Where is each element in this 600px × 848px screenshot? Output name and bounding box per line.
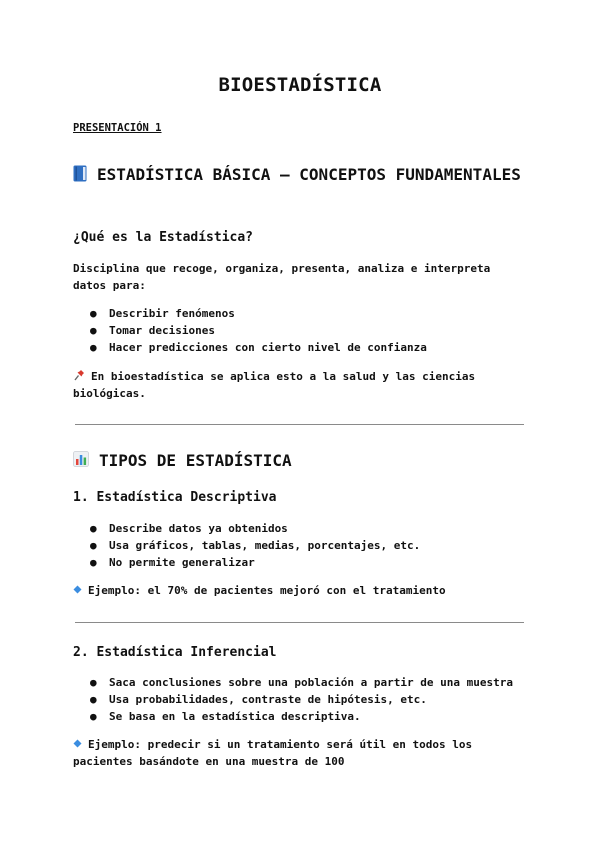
list-item: ● Usa gráficos, tablas, medias, porcentajes, etc. xyxy=(90,539,421,552)
list-item: ● Usa probabilidades, contraste de hipótesis, etc. xyxy=(90,693,427,706)
bullet-icon: ● xyxy=(90,556,97,569)
pushpin-icon xyxy=(73,369,85,381)
section-heading-basic-statistics xyxy=(73,161,533,188)
section-heading-text: TIPOS DE ESTADÍSTICA xyxy=(99,451,292,470)
blue-diamond-icon xyxy=(73,585,82,594)
list-item: ● No permite generalizar xyxy=(90,556,255,569)
descriptive-heading: 1. Estadística Descriptiva xyxy=(73,490,277,505)
bullet-icon: ● xyxy=(90,676,97,689)
list-item: ● Hacer predicciones con cierto nivel de confianza xyxy=(90,341,427,354)
bullet-icon: ● xyxy=(90,324,97,337)
inferential-heading: 2. Estadística Inferencial xyxy=(73,645,277,660)
document-subtitle: PRESENTACIÓN 1 xyxy=(73,122,162,134)
list-item: ● Se basa en la estadística descriptiva. xyxy=(90,710,361,723)
bullet-icon: ● xyxy=(90,710,97,723)
inferential-list xyxy=(73,674,513,725)
list-item: ● Saca conclusiones sobre una población a partir de una muestra xyxy=(90,676,513,689)
bioestadistica-note xyxy=(73,369,528,402)
section-divider xyxy=(75,424,524,425)
section-divider xyxy=(75,622,524,623)
bullet-icon: ● xyxy=(90,522,97,535)
example-text: Ejemplo: el 70% de pacientes mejoró con el tratamiento xyxy=(88,584,446,597)
blue-book-icon xyxy=(73,165,87,182)
descriptive-example xyxy=(73,583,528,600)
section-heading-types xyxy=(73,447,533,474)
bar-chart-icon xyxy=(73,451,89,467)
note-text: En bioestadística se aplica esto a la salud y las ciencias biológicas. xyxy=(73,370,476,400)
question-heading: ¿Qué es la Estadística? xyxy=(73,230,254,245)
bullet-icon: ● xyxy=(90,693,97,706)
inferential-example xyxy=(73,737,528,770)
section-heading-text: ESTADÍSTICA BÁSICA — CONCEPTOS FUNDAMENTALES xyxy=(97,165,521,184)
descriptive-list xyxy=(73,520,420,571)
example-text: Ejemplo: predecir si un tratamiento será útil en todos los pacientes basándote en una muestra de 100 xyxy=(73,738,473,768)
bullet-icon: ● xyxy=(90,307,97,320)
bullet-icon: ● xyxy=(90,341,97,354)
list-item: ● Describir fenómenos xyxy=(90,307,235,320)
list-item: ● Describe datos ya obtenidos xyxy=(90,522,288,535)
definition-list xyxy=(73,305,427,356)
document-title: BIOESTADÍSTICA xyxy=(218,74,382,96)
bullet-icon: ● xyxy=(90,539,97,552)
blue-diamond-icon xyxy=(73,739,82,748)
definition-text: Disciplina que recoge, organiza, presenta, analiza e interpreta datos para: xyxy=(73,262,491,292)
list-item: ● Tomar decisiones xyxy=(90,324,215,337)
